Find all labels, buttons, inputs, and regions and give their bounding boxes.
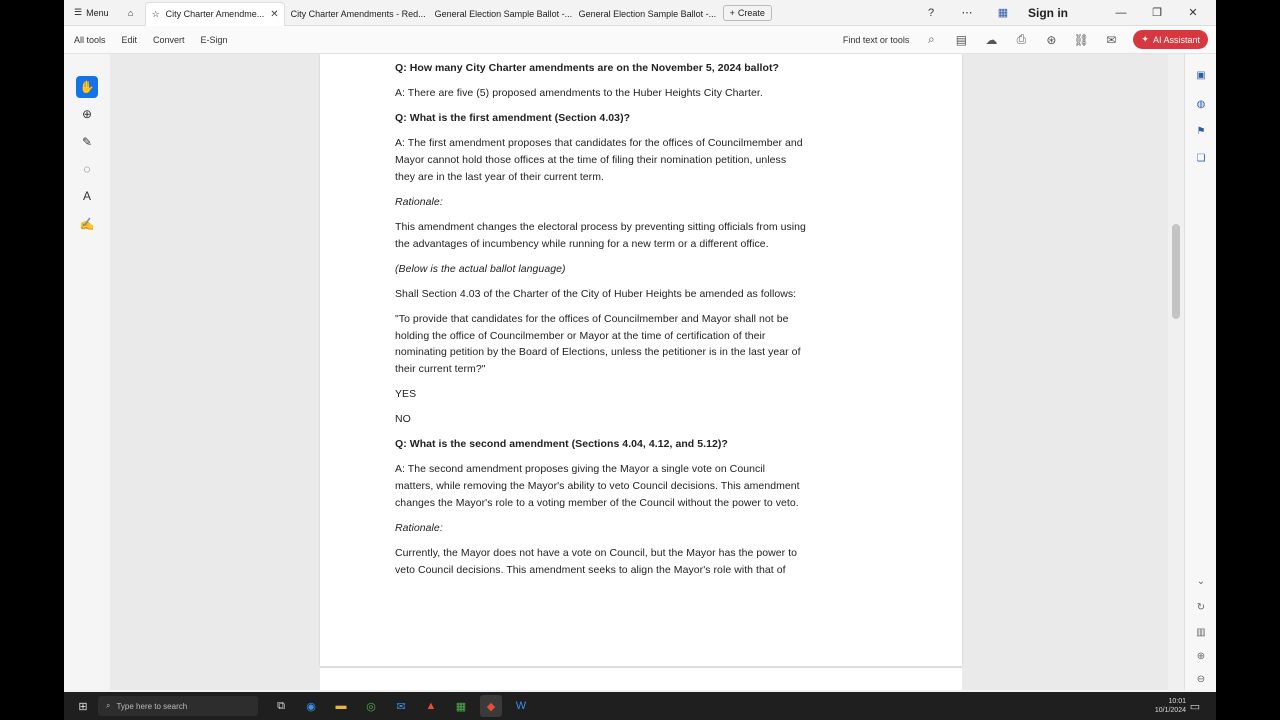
zoom-in-icon[interactable]: ⊕: [1196, 650, 1206, 662]
main-toolbar: [64, 26, 1216, 54]
document-text-line: NO: [395, 413, 411, 425]
document-text-line: Rationale:: [395, 522, 443, 534]
link-icon[interactable]: ⛓: [1073, 32, 1090, 47]
edit-button[interactable]: Edit: [121, 34, 138, 45]
tab-active[interactable]: [145, 2, 285, 26]
print-icon[interactable]: ⎙: [1016, 32, 1027, 46]
document-text-line: "To provide that candidates for the offices of Councilmember and Mayor shall not be: [395, 313, 789, 325]
pdf-page: [320, 54, 962, 666]
menu-label: Menu: [86, 7, 109, 18]
share-icon[interactable]: ⊛: [1046, 32, 1057, 47]
home-icon: ⌂: [127, 7, 134, 18]
tab[interactable]: [573, 2, 717, 26]
text-tool-icon[interactable]: A: [82, 189, 91, 203]
document-text-line: nominating petition by the Board of Elections, unless the petitioner is in the last year of: [395, 346, 801, 358]
document-text-line: Currently, the Mayor does not have a vote on Council, but the Mayor has the power to: [395, 547, 798, 559]
restore-icon[interactable]: ❐: [1152, 7, 1162, 19]
tab-label: General Election Sample Ballot -...: [578, 8, 717, 19]
pdf-next-page: [320, 666, 962, 690]
document-text-line: A: The second amendment proposes giving the Mayor a single vote on Council: [395, 463, 766, 475]
left-tool-rail: [64, 54, 110, 690]
edge-icon[interactable]: ◉: [306, 700, 316, 713]
document-text-line: This amendment changes the electoral process by preventing sitting officials from using: [395, 221, 806, 233]
document-text-line: veto Council decisions. This amendment seeks to align the Mayor's role with that of: [395, 564, 786, 576]
refresh-icon[interactable]: ↻: [1196, 601, 1206, 613]
word-icon[interactable]: W: [515, 700, 527, 712]
clock-time: 10:01: [1168, 698, 1186, 705]
draw-tool-icon[interactable]: ◌: [83, 162, 91, 176]
tab-label: City Charter Amendments - Red...: [290, 8, 426, 19]
document-text-line: Mayor cannot hold those offices at the time of filing their nomination petition, unless: [395, 154, 787, 166]
vertical-scrollbar[interactable]: [1168, 54, 1184, 690]
excel-icon[interactable]: ▦: [455, 700, 467, 713]
taskbar-search[interactable]: [98, 696, 258, 716]
search-icon: ⌕: [106, 701, 111, 710]
tab[interactable]: [429, 2, 573, 26]
document-text-line: Rationale:: [395, 196, 443, 208]
sign-tool-icon[interactable]: ✍: [79, 217, 95, 231]
all-tools-button[interactable]: All tools: [74, 34, 106, 45]
document-text-line: Q: What is the second amendment (Sections 4.04, 4.12, and 5.12)?: [395, 438, 728, 450]
browser-tab-bar: [64, 0, 1216, 26]
scrollbar-thumb[interactable]: [1172, 224, 1180, 319]
document-text-line: changes the Mayor's role to a voting member of the Council without the power to veto.: [395, 497, 799, 509]
ai-assistant-label: AI Assistant: [1152, 34, 1200, 45]
system-clock[interactable]: [1155, 697, 1186, 715]
document-text-line: YES: [395, 388, 417, 400]
upload-cloud-icon[interactable]: ☁: [985, 32, 998, 47]
find-text-button[interactable]: Find text or tools: [842, 34, 910, 45]
notifications-icon[interactable]: ⋯: [961, 7, 973, 19]
chrome-icon[interactable]: ◎: [366, 700, 376, 713]
document-text-line: (Below is the actual ballot language): [395, 263, 566, 275]
right-panel-rail: [1184, 54, 1216, 690]
right-black-margin: [1216, 0, 1280, 720]
tab-label: City Charter Amendme...: [165, 9, 265, 19]
document-text-line: Q: How many City Charter amendments are on the November 5, 2024 ballot?: [395, 62, 779, 74]
close-window-icon[interactable]: ✕: [1188, 7, 1198, 19]
zoom-out-icon[interactable]: ⊖: [1196, 673, 1206, 685]
pages-icon[interactable]: ❏: [1196, 152, 1206, 164]
create-label: Create: [737, 7, 765, 18]
left-black-margin: [0, 0, 64, 720]
ai-assistant-button[interactable]: [1133, 30, 1208, 49]
document-text-line: their current term?": [395, 363, 486, 375]
fit-page-icon[interactable]: ▥: [1196, 626, 1206, 638]
comment-tool-icon[interactable]: ⊕: [81, 107, 93, 121]
windows-taskbar: [64, 692, 1216, 720]
apps-grid-icon[interactable]: ▦: [997, 7, 1009, 19]
sign-in-button[interactable]: Sign in: [1028, 5, 1068, 20]
ai-icon: ✦: [1141, 34, 1149, 44]
comment-panel-icon[interactable]: ◍: [1196, 98, 1206, 110]
help-icon[interactable]: ?: [927, 6, 935, 19]
highlight-tool-icon[interactable]: ✎: [81, 135, 93, 149]
acrobat-active-icon[interactable]: ◆: [480, 695, 502, 717]
document-text-line: holding the office of Councilmember or Mayor at the time of certification of their: [395, 330, 766, 342]
esign-button[interactable]: E-Sign: [200, 34, 228, 45]
acrobat-icon[interactable]: ▲: [425, 700, 437, 712]
document-text-line: matters, while removing the Mayor's ability to veto Council decisions. This amendment: [395, 480, 800, 492]
create-button[interactable]: [723, 5, 772, 21]
tab[interactable]: [285, 2, 429, 26]
convert-button[interactable]: Convert: [153, 34, 185, 45]
star-icon[interactable]: ☆: [151, 8, 160, 19]
mail-icon[interactable]: ✉: [396, 700, 406, 713]
file-explorer-icon[interactable]: ▬: [335, 700, 347, 712]
document-text-line: Shall Section 4.03 of the Charter of the City of Huber Heights be amended as follows:: [395, 288, 797, 300]
close-tab-icon[interactable]: ✕: [270, 8, 279, 20]
document-text-line: Q: What is the first amendment (Section 4.03)?: [395, 112, 631, 124]
hamburger-icon: ☰: [74, 7, 83, 17]
windows-start-icon[interactable]: ⊞: [78, 700, 88, 713]
edit-pdf-icon[interactable]: ▣: [1196, 69, 1206, 81]
search-icon[interactable]: ⌕: [928, 32, 935, 46]
menu-button[interactable]: [64, 0, 117, 26]
bookmark-icon[interactable]: ⚑: [1196, 125, 1206, 137]
home-button[interactable]: [117, 8, 145, 18]
taskbar-search-placeholder: Type here to search: [116, 701, 188, 711]
minimize-icon[interactable]: —: [1115, 6, 1127, 19]
document-text-line: A: The first amendment proposes that candidates for the offices of Councilmember and: [395, 137, 803, 149]
document-text-line: the advantages of incumbency while running for a new term or a different office.: [395, 238, 769, 250]
document-text-line: A: There are five (5) proposed amendments to the Huber Heights City Charter.: [395, 87, 763, 99]
notification-center-icon[interactable]: ▭: [1189, 700, 1201, 713]
email-icon[interactable]: ✉: [1106, 32, 1117, 47]
tab-label: General Election Sample Ballot -...: [434, 8, 573, 19]
document-text-line: they are in the last year of their current term.: [395, 171, 604, 183]
task-view-icon[interactable]: ⧉: [277, 699, 285, 712]
document-viewer[interactable]: [110, 54, 1168, 690]
select-tool-icon[interactable]: ✋: [76, 76, 98, 98]
chevron-down-icon[interactable]: ⌄: [1196, 575, 1206, 587]
page-display-icon[interactable]: ▤: [955, 32, 968, 47]
plus-icon: +: [729, 7, 735, 18]
clock-date: 10/1/2024: [1154, 707, 1186, 714]
